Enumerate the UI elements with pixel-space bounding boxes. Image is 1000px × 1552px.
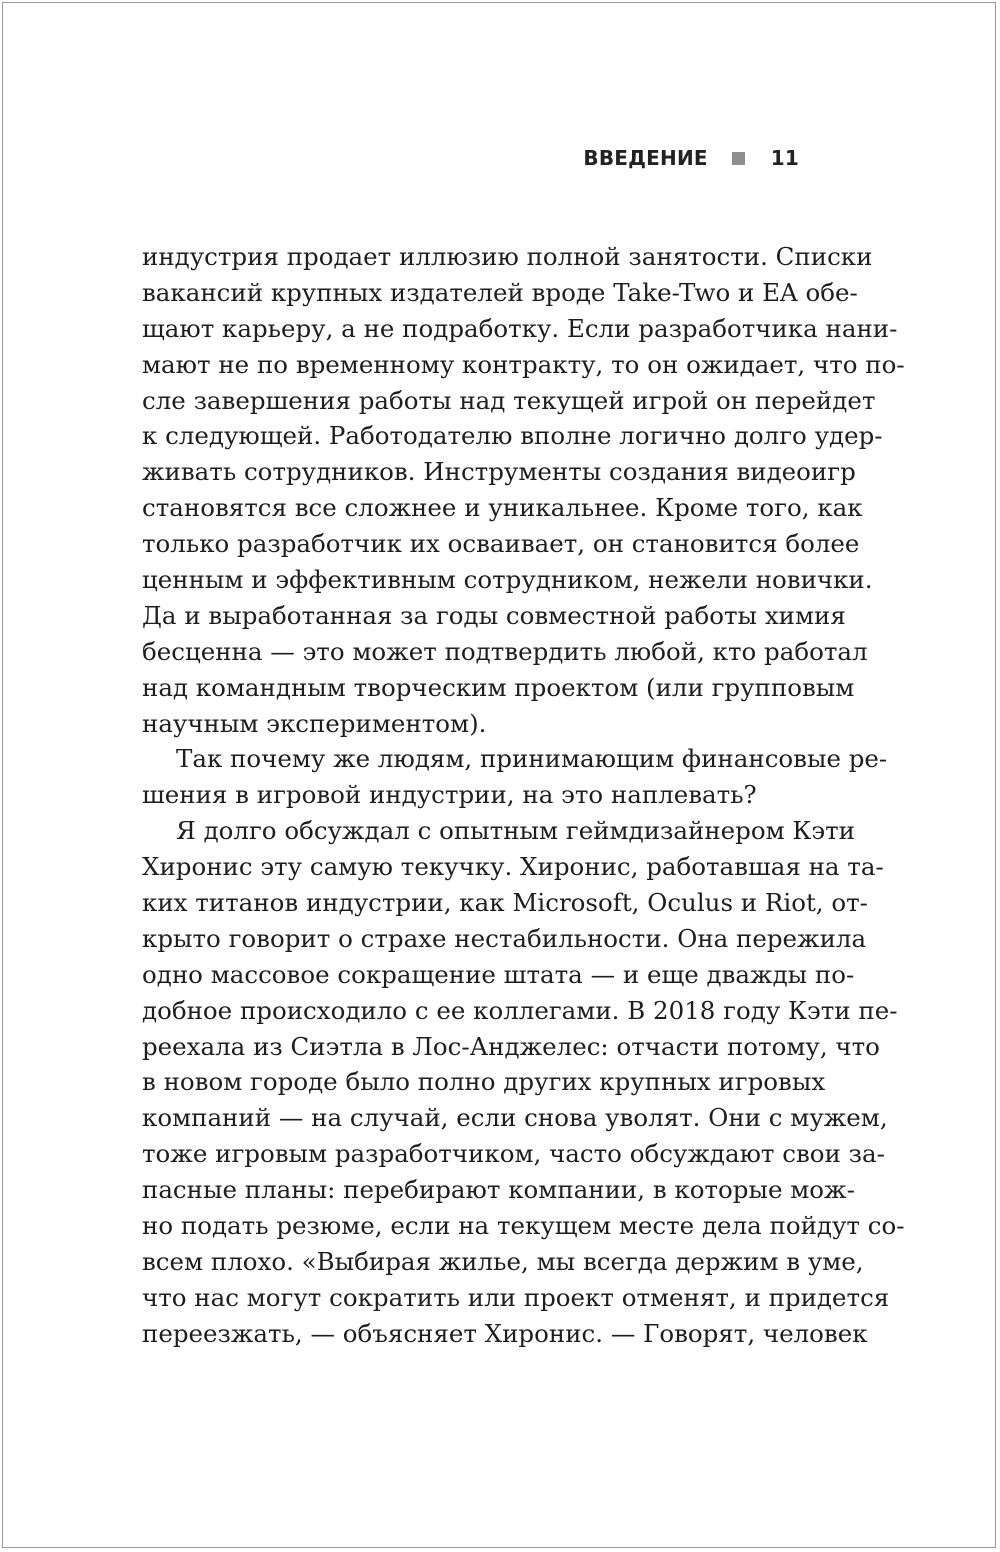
text-line: мают не по временному контракту, то он ожидает, что по- [142, 349, 905, 379]
text-line: компаний — на случай, если снова уволят. Они с мужем, [142, 1103, 888, 1133]
text-line: тоже игровым разработчиком, часто обсуждают свои за- [142, 1139, 885, 1169]
text-line: в новом городе было полно других крупных игровых [142, 1067, 826, 1097]
text-line: над командным творческим проектом (или групповым [142, 672, 855, 702]
text-line: индустрия продает иллюзию полной занятости. Списки [142, 242, 873, 271]
text-line: ких титанов индустрии, как Microsoft, Oculus и Riot, от- [142, 888, 868, 918]
text-line: к следующей. Работодателю вполне логично долго удер- [142, 421, 883, 451]
text-line: сле завершения работы над текущей игрой он перейдет [142, 385, 876, 415]
text-line: одно массовое сокращение штата — и еще дважды по- [142, 959, 855, 989]
text-line: бесценна — это может подтвердить любой, кто работал [142, 636, 868, 666]
text-line: шения в игровой индустрии, на это наплевать? [142, 780, 757, 810]
text-line: только разработчик их осваивает, он становится более [142, 529, 860, 559]
text-line: реехала из Сиэтла в Лос-Анджелес: отчасти потому, что [142, 1031, 880, 1061]
text-line: Я долго обсуждал с опытным геймдизайнером Кэти [176, 816, 855, 846]
text-line: пасные планы: перебирают компании, в которые мож- [142, 1175, 855, 1205]
text-line: становятся все сложнее и уникальнее. Кроме того, как [142, 493, 863, 523]
text-line: щают карьеру, а не подработку. Если разработчика нани- [142, 313, 898, 343]
text-line: ценным и эффективным сотрудником, нежели новички. [142, 565, 873, 595]
section-title: ВВЕДЕНИЕ [583, 146, 708, 170]
square-separator-icon [732, 152, 745, 165]
text-line: научным экспериментом). [142, 708, 487, 738]
book-page [2, 2, 996, 1548]
text-line: вакансий крупных издателей вроде Take-Two и EA обе- [142, 277, 858, 307]
text-line: но подать резюме, если на текущем месте дела пойдут со- [142, 1211, 905, 1241]
text-line: крыто говорит о страхе нестабильности. Она пережила [142, 923, 867, 953]
text-line: Так почему же людям, принимающим финансовые ре- [176, 744, 888, 774]
text-line: живать сотрудников. Инструменты создания видеоигр [142, 457, 856, 487]
text-line: Хиронис эту самую текучку. Хиронис, работавшая на та- [142, 852, 884, 882]
running-head [583, 146, 799, 170]
text-line: Да и выработанная за годы совместной работы химия [142, 600, 846, 630]
text-line: что нас могут сократить или проект отменят, и придется [142, 1282, 890, 1312]
body-text [142, 239, 905, 1352]
text-line: переезжать, — объясняет Хиронис. — Говорят, человек [142, 1318, 868, 1348]
text-line: всем плохо. «Выбирая жилье, мы всегда держим в уме, [142, 1246, 864, 1276]
page-number: 11 [770, 146, 799, 170]
text-line: добное происходило с ее коллегами. В 2018 году Кэти пе- [142, 995, 898, 1025]
